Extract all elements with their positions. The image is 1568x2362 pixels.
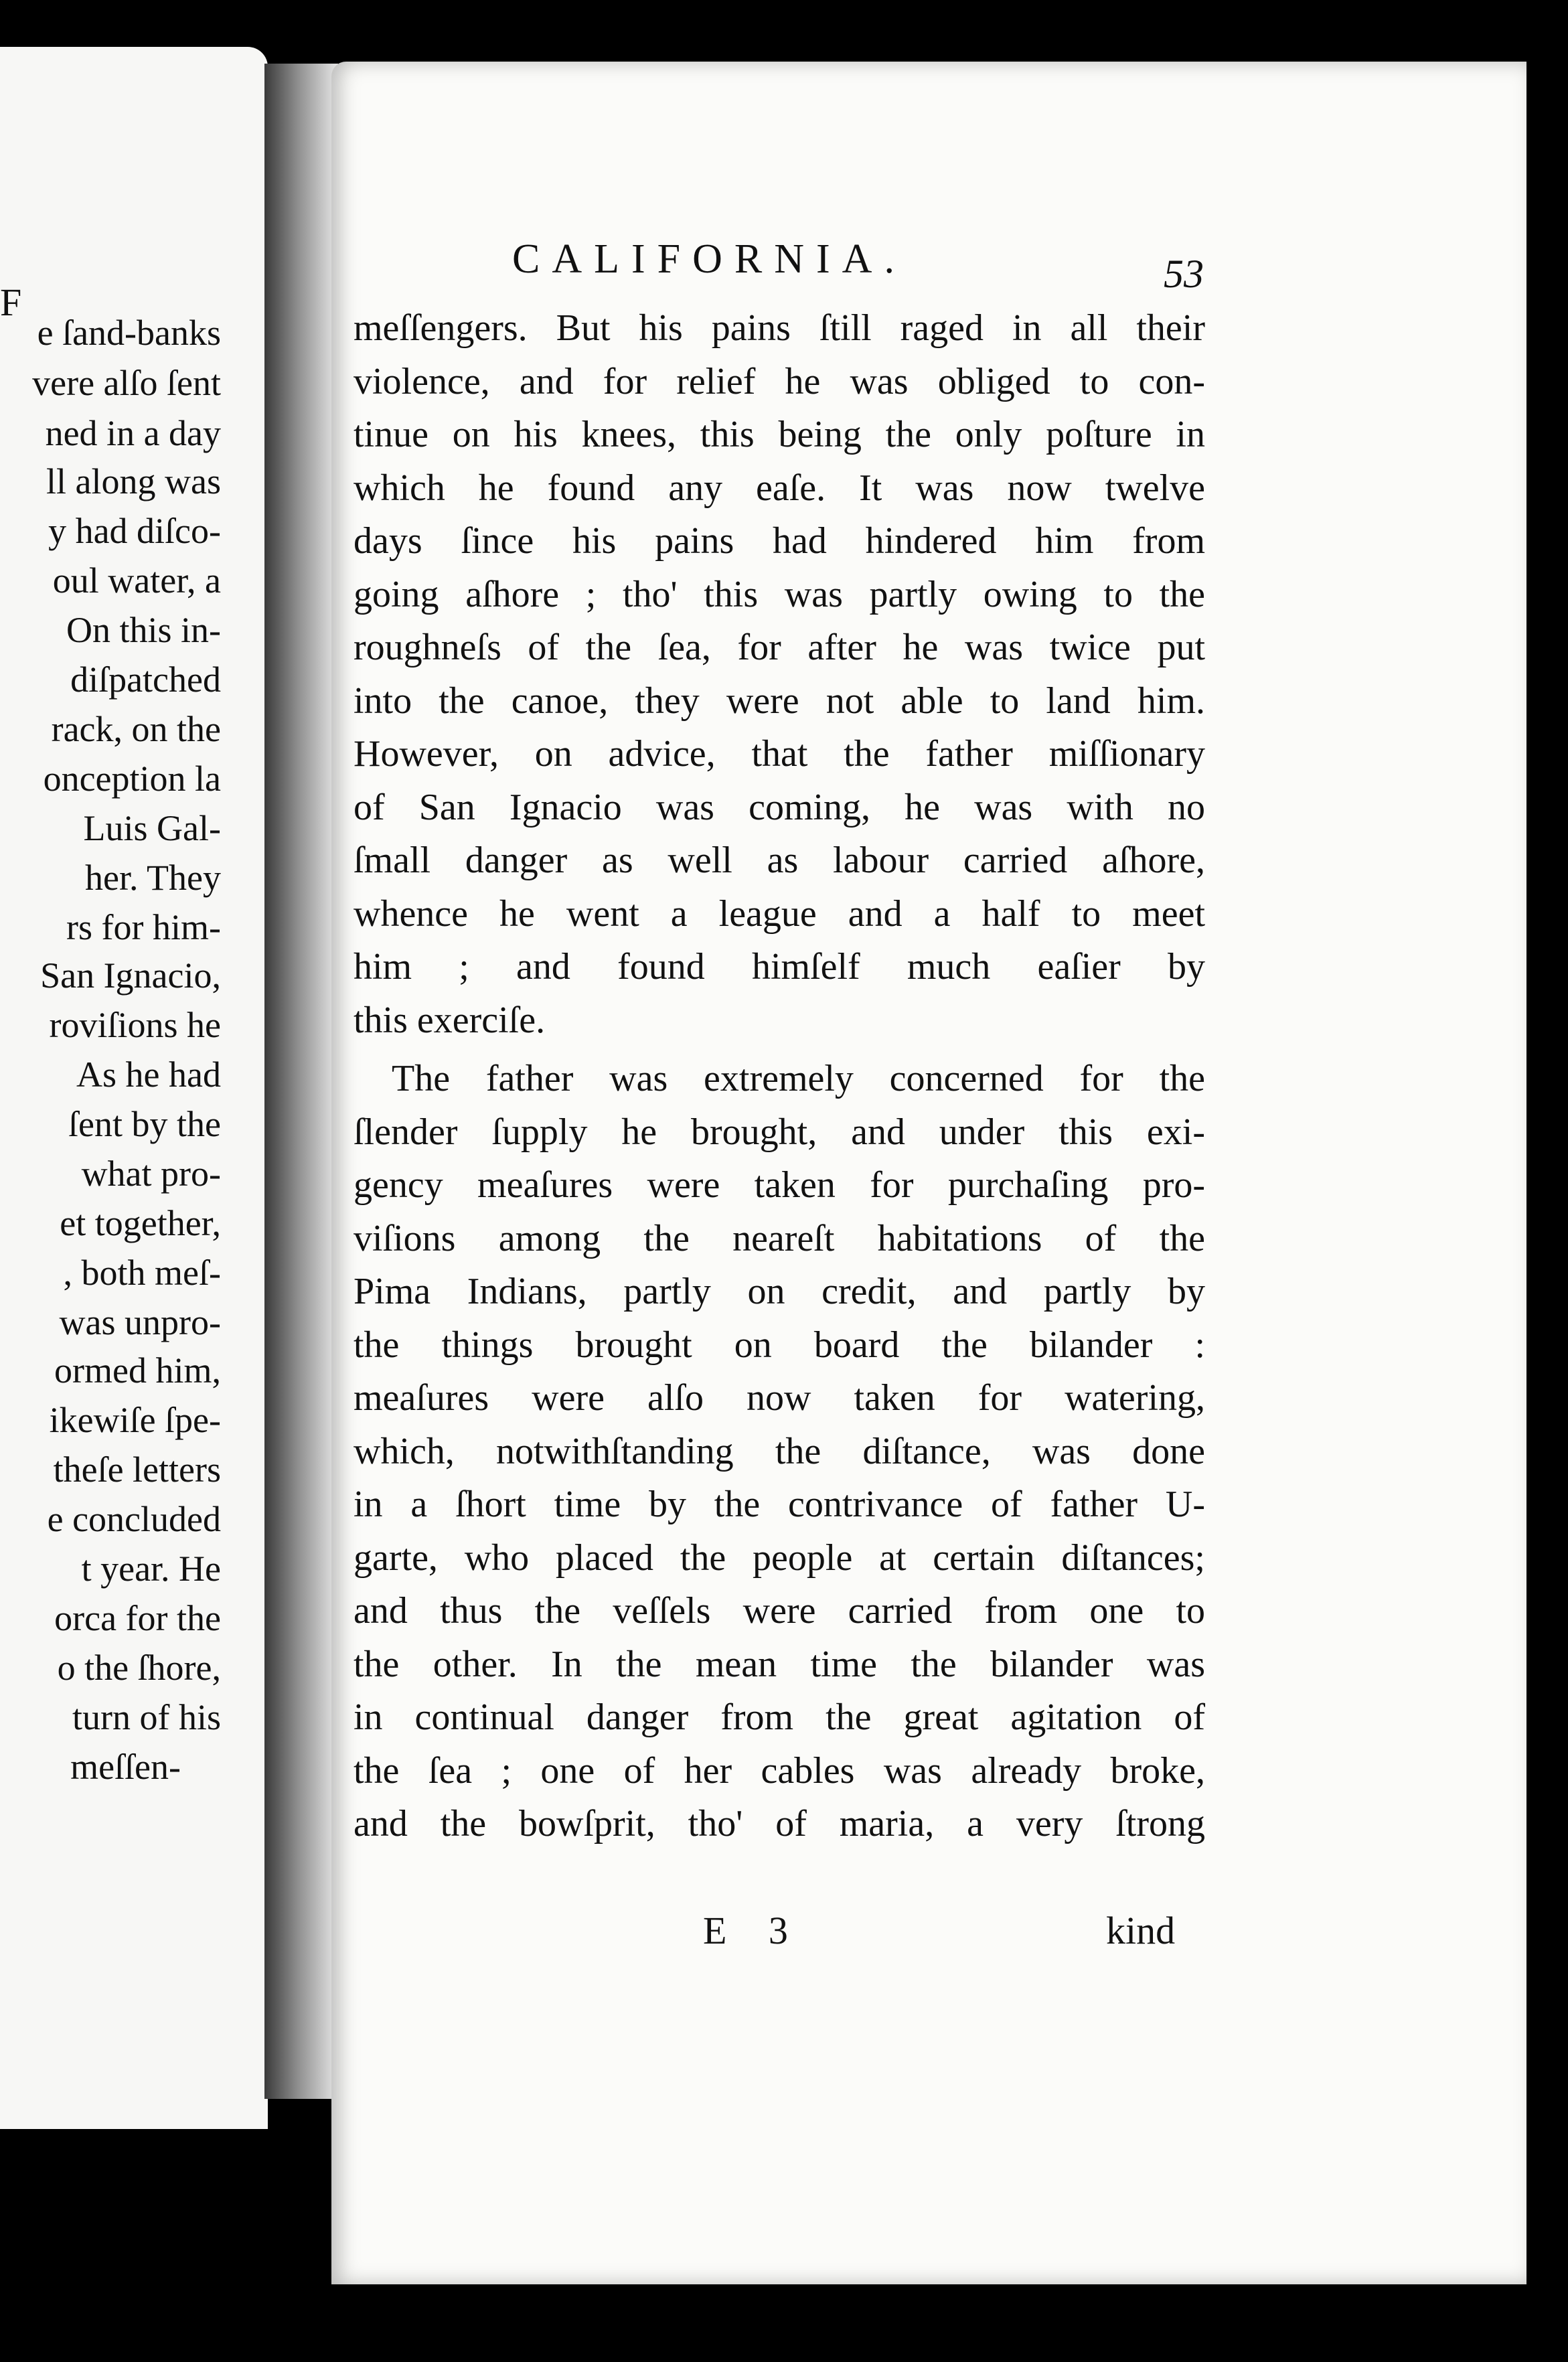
page-number: 53 [1164,252,1204,296]
previous-page-fragment [0,47,268,2129]
running-head: CALIFORNIA. [512,236,907,282]
book-gutter-shadow [264,64,338,2099]
signature-mark: E 3 [703,1909,804,1952]
text-line: which he found any eaſe. It was now twelve [354,467,1205,509]
text-line: which, notwithſtanding the diſtance, was done [354,1431,1205,1472]
catchword: kind [1106,1909,1176,1952]
text-line: whence he went a league and a half to meet [354,893,1205,935]
left-page-line: orca for the [54,1598,221,1638]
left-page-line: ſent by the [68,1104,221,1144]
left-page-line: San Ignacio, [40,955,221,996]
text-line: the things brought on board the bilander : [354,1324,1205,1366]
left-page-line: o the ſhore, [57,1648,221,1688]
left-page-line: ll along was [46,461,221,501]
left-page-line: e concluded [47,1499,221,1539]
text-line: viſions among the neareſt habitations of the [354,1218,1205,1259]
left-page-line: roviſions he [49,1005,221,1045]
text-line: in a ſhort time by the contrivance of father U- [354,1484,1205,1525]
text-line: Pima Indians, partly on credit, and partly by [354,1271,1205,1312]
left-page-line: t year. He [81,1549,221,1589]
text-line: and thus the veſſels were carried from one to [354,1590,1205,1632]
text-line: the ſea ; one of her cables was already broke, [354,1750,1205,1792]
text-line: days ſince his pains had hindered him from [354,520,1205,562]
left-page-line: was unpro- [59,1302,221,1342]
text-line: going aſhore ; tho' this was partly owing to the [354,574,1205,615]
text-line: tinue on his knees, this being the only poſture in [354,414,1205,455]
left-page-line: vere alſo ſent [32,363,221,403]
scan-border [0,0,1568,47]
left-page-line: , both meſ- [63,1253,221,1293]
text-line: However, on advice, that the father miſſionary [354,733,1205,775]
left-page-line: rack, on the [51,709,221,749]
text-line: the other. In the mean time the bilander was [354,1644,1205,1685]
text-line: him ; and found himſelf much eaſier by [354,946,1205,988]
text-line: into the canoe, they were not able to land him. [354,680,1205,722]
text-line: violence, and for relief he was obliged to con- [354,361,1205,402]
left-page-line: turn of his [72,1697,221,1737]
left-page-line: Luis Gal- [83,808,221,848]
left-page-line: rs for him- [66,907,221,947]
text-line: garte, who placed the people at certain diſtances; [354,1537,1205,1579]
left-page-line: onception la [43,759,221,799]
left-page-line: her. They [85,858,221,898]
text-line: ſlender ſupply he brought, and under this exi- [354,1111,1205,1153]
left-page-line: ikewiſe ſpe- [49,1400,221,1440]
text-line: roughneſs of the ſea, for after he was twice put [354,627,1205,668]
left-page-line: et together, [60,1203,221,1243]
left-page-header-fragment: F [0,281,26,324]
left-page-line: e ſand-banks [37,313,221,353]
text-line: gency meaſures were taken for purchaſing pro- [354,1164,1205,1206]
text-line: meſſengers. But his pains ſtill raged in all their [354,307,1205,349]
left-page-line: diſpatched [70,659,221,700]
left-page-line: meſſen- [70,1747,181,1787]
left-page-line: y had diſco- [48,511,221,551]
text-line: and the bowſprit, tho' of maria, a very ſtrong [354,1803,1205,1844]
left-page-line: On this in- [66,610,221,650]
left-page-line: theſe letters [53,1449,221,1490]
text-line: of San Ignacio was coming, he was with no [354,787,1205,828]
text-line: The father was extremely concerned for the [392,1058,1205,1099]
left-page-line: oul water, a [52,560,221,601]
left-page-line: ormed him, [54,1350,221,1391]
text-line: ſmall danger as well as labour carried aſhore, [354,840,1205,881]
left-page-line: what pro- [81,1154,221,1194]
text-line: this exerciſe. [354,1000,546,1041]
text-line: in continual danger from the great agitation of [354,1697,1205,1738]
text-line: meaſures were alſo now taken for watering, [354,1377,1205,1419]
left-page-line: As he had [76,1054,221,1095]
left-page-line: ned in a day [45,413,221,453]
